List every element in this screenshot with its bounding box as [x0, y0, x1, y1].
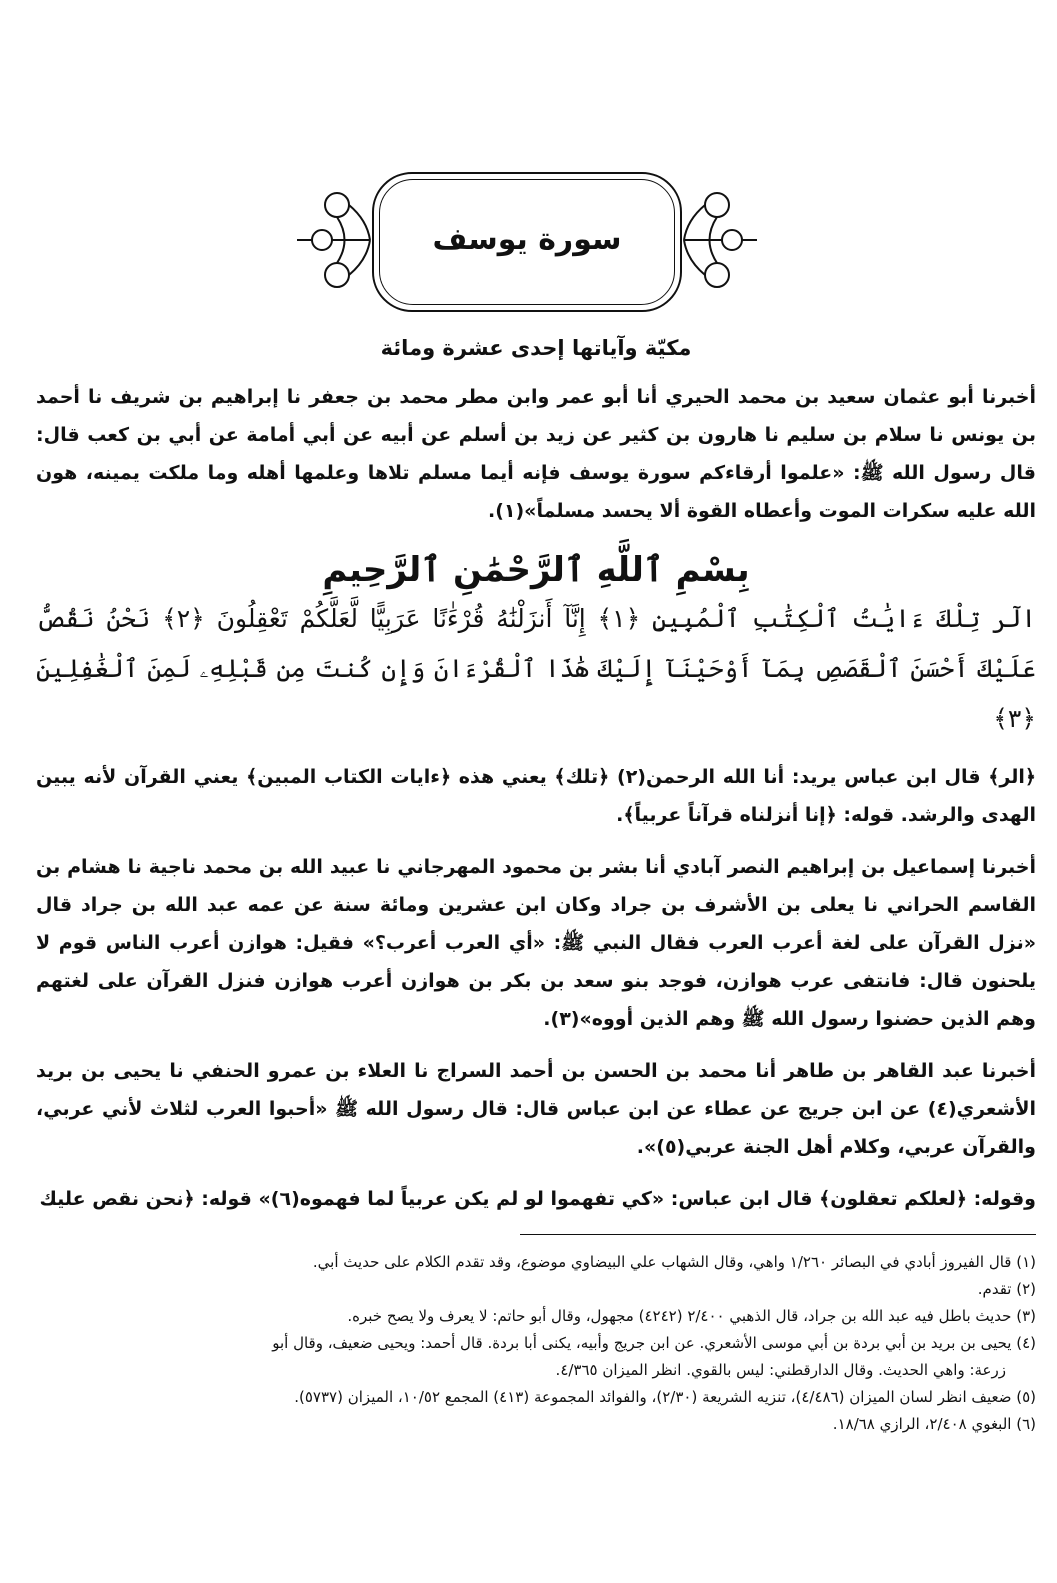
- paragraph-hadith-1: أخبرنا أبو عثمان سعيد بن محمد الحيري أنا أبو عمر وابن مطر محمد بن جعفر نا إبراهيم بن شريف نا أحمد بن يونس نا سلام بن سليم نا هارون بن كثير عن زيد بن أسلم عن أبيه عن أبي أمامة عن أبي بن كعب قال: قال رسول الله ﷺ: «علموا أرقاءكم سورة يوسف فإنه أيما مسلم تلاها وعلمها أهله وما ملكت يمينه، هون الله عليه سكرات الموت وأعطاه القوة ألا يحسد مسلماً»(١).: [36, 386, 1036, 522]
- footnote-continuation: زرعة: واهي الحديث. وقال الدارقطني: ليس بالقوي. انظر الميزان ٤/٣٦٥.: [555, 1361, 1006, 1379]
- paragraph-hadith-3: أخبرنا عبد القاهر بن طاهر أنا محمد بن الحسن بن أحمد السراج نا العلاء بن عمرو الحنفي نا يحيى بن بريد الأشعري(٤) عن ابن جريج عن عطاء عن ابن عباس قال: قال رسول الله ﷺ «أحبوا العرب لثلاث لأني عربي، والقرآن عربي، وكلام أهل الجنة عربي(٥)».: [36, 1060, 1036, 1158]
- footnote: (٥) ضعيف انظر لسان الميزان (٤/٤٨٦)، تنزيه الشريعة (٢/٣٠)، والفوائد المجموعة (٤١٣) المجمع ١٠/٥٢، الميزان (٥٧٣٧).: [294, 1388, 1036, 1406]
- title-block: [36, 172, 1036, 312]
- quran-verses: الٓر تِلْكَ ءَايَٰتُ ٱلْكِتَٰبِ ٱلْمُبِينِ ﴿١﴾ إِنَّآ أَنزَلْنَٰهُ قُرْءَٰنًا عَرَبِيًّا لَّعَلَّكُمْ تَعْقِلُونَ ﴿٢﴾ نَحْنُ نَقُصُّ عَلَيْكَ أَحْسَنَ ٱلْقَصَصِ بِمَآ أَوْحَيْنَآ إِلَيْكَ هَٰذَا ٱلْقُرْءَانَ وَإِن كُنتَ مِن قَبْلِهِۦ لَمِنَ ٱلْغَٰفِلِينَ ﴿٣﴾: [36, 604, 1036, 733]
- paragraph-hadith-2: أخبرنا إسماعيل بن إبراهيم النصر آبادي أنا بشر بن محمود المهرجاني نا عبيد الله بن محمد ناجية نا هشام بن القاسم الحراني نا يعلى بن الأشرف بن جراد وكان ابن عشرين ومائة سنة عن عمه عبد الله بن جراد قال «نزل القرآن على لغة أعرب العرب فقال النبي ﷺ: «أي العرب أعرب؟» فقيل: هوازن أعرب الناس قوم لا يلحنون قال: فانتفى عرب هوازن، فوجد بنو سعد بن بكر بن هوازن أعرب هوازن فنزل القرآن على لغتهم وهم الذين حضنوا رسول الله ﷺ وهم الذين أووه»(٣).: [36, 856, 1036, 1030]
- surah-subtitle: مكيّة وآياتها إحدى عشرة ومائة: [380, 336, 692, 360]
- footnote: (٢) تقدم.: [977, 1280, 1036, 1298]
- footnotes: [36, 1249, 1036, 1438]
- paragraph-commentary: ﴿الر﴾ قال ابن عباس يريد: أنا الله الرحمن(٢) ﴿تلك﴾ يعني هذه ﴿ءايات الكتاب المبين﴾ يعني القرآن لأنه يبين الهدى والرشد. قوله: ﴿إنا أنزلناه قرآناً عربياً﴾.: [36, 766, 1036, 826]
- footnote: (٦) البغوي ٢/٤٠٨، الرازي ١٨/٦٨.: [832, 1415, 1036, 1433]
- ornament-right-icon: [682, 180, 762, 300]
- footnote: (١) قال الفيروز أبادي في البصائر ١/٢٦٠ واهي، وقال الشهاب علي البيضاوي موضوع، وقد تقدم الكلام على حديث أبي.: [312, 1253, 1036, 1271]
- footnote-separator: [520, 1234, 1036, 1235]
- footnote: (٣) حديث باطل فيه عبد الله بن جراد، قال الذهبي ٢/٤٠٠ (٤٢٤٢) مجهول، وقال أبو حاتم: لا يعرف ولا يصح خبره.: [347, 1307, 1036, 1325]
- basmala: بِسْمِ ٱللَّهِ ٱلرَّحْمَٰنِ ٱلرَّحِيمِ: [322, 550, 750, 590]
- footnote: (٤) يحيى بن بريد بن أبي بردة بن أبي موسى الأشعري. عن ابن جريج وأبيه، يكنى أبا بردة. قال أحمد: ويحيى ضعيف، وقال أبو: [272, 1334, 1036, 1352]
- paragraph-commentary-2: وقوله: ﴿لعلكم تعقلون﴾ قال ابن عباس: «كي تفهموا لو لم يكن عربياً لما فهموه(٦)» قوله: ﴿نحن نقص عليك: [39, 1188, 1036, 1210]
- ornament-left-icon: [292, 180, 372, 300]
- surah-title: سورة يوسف: [432, 222, 622, 257]
